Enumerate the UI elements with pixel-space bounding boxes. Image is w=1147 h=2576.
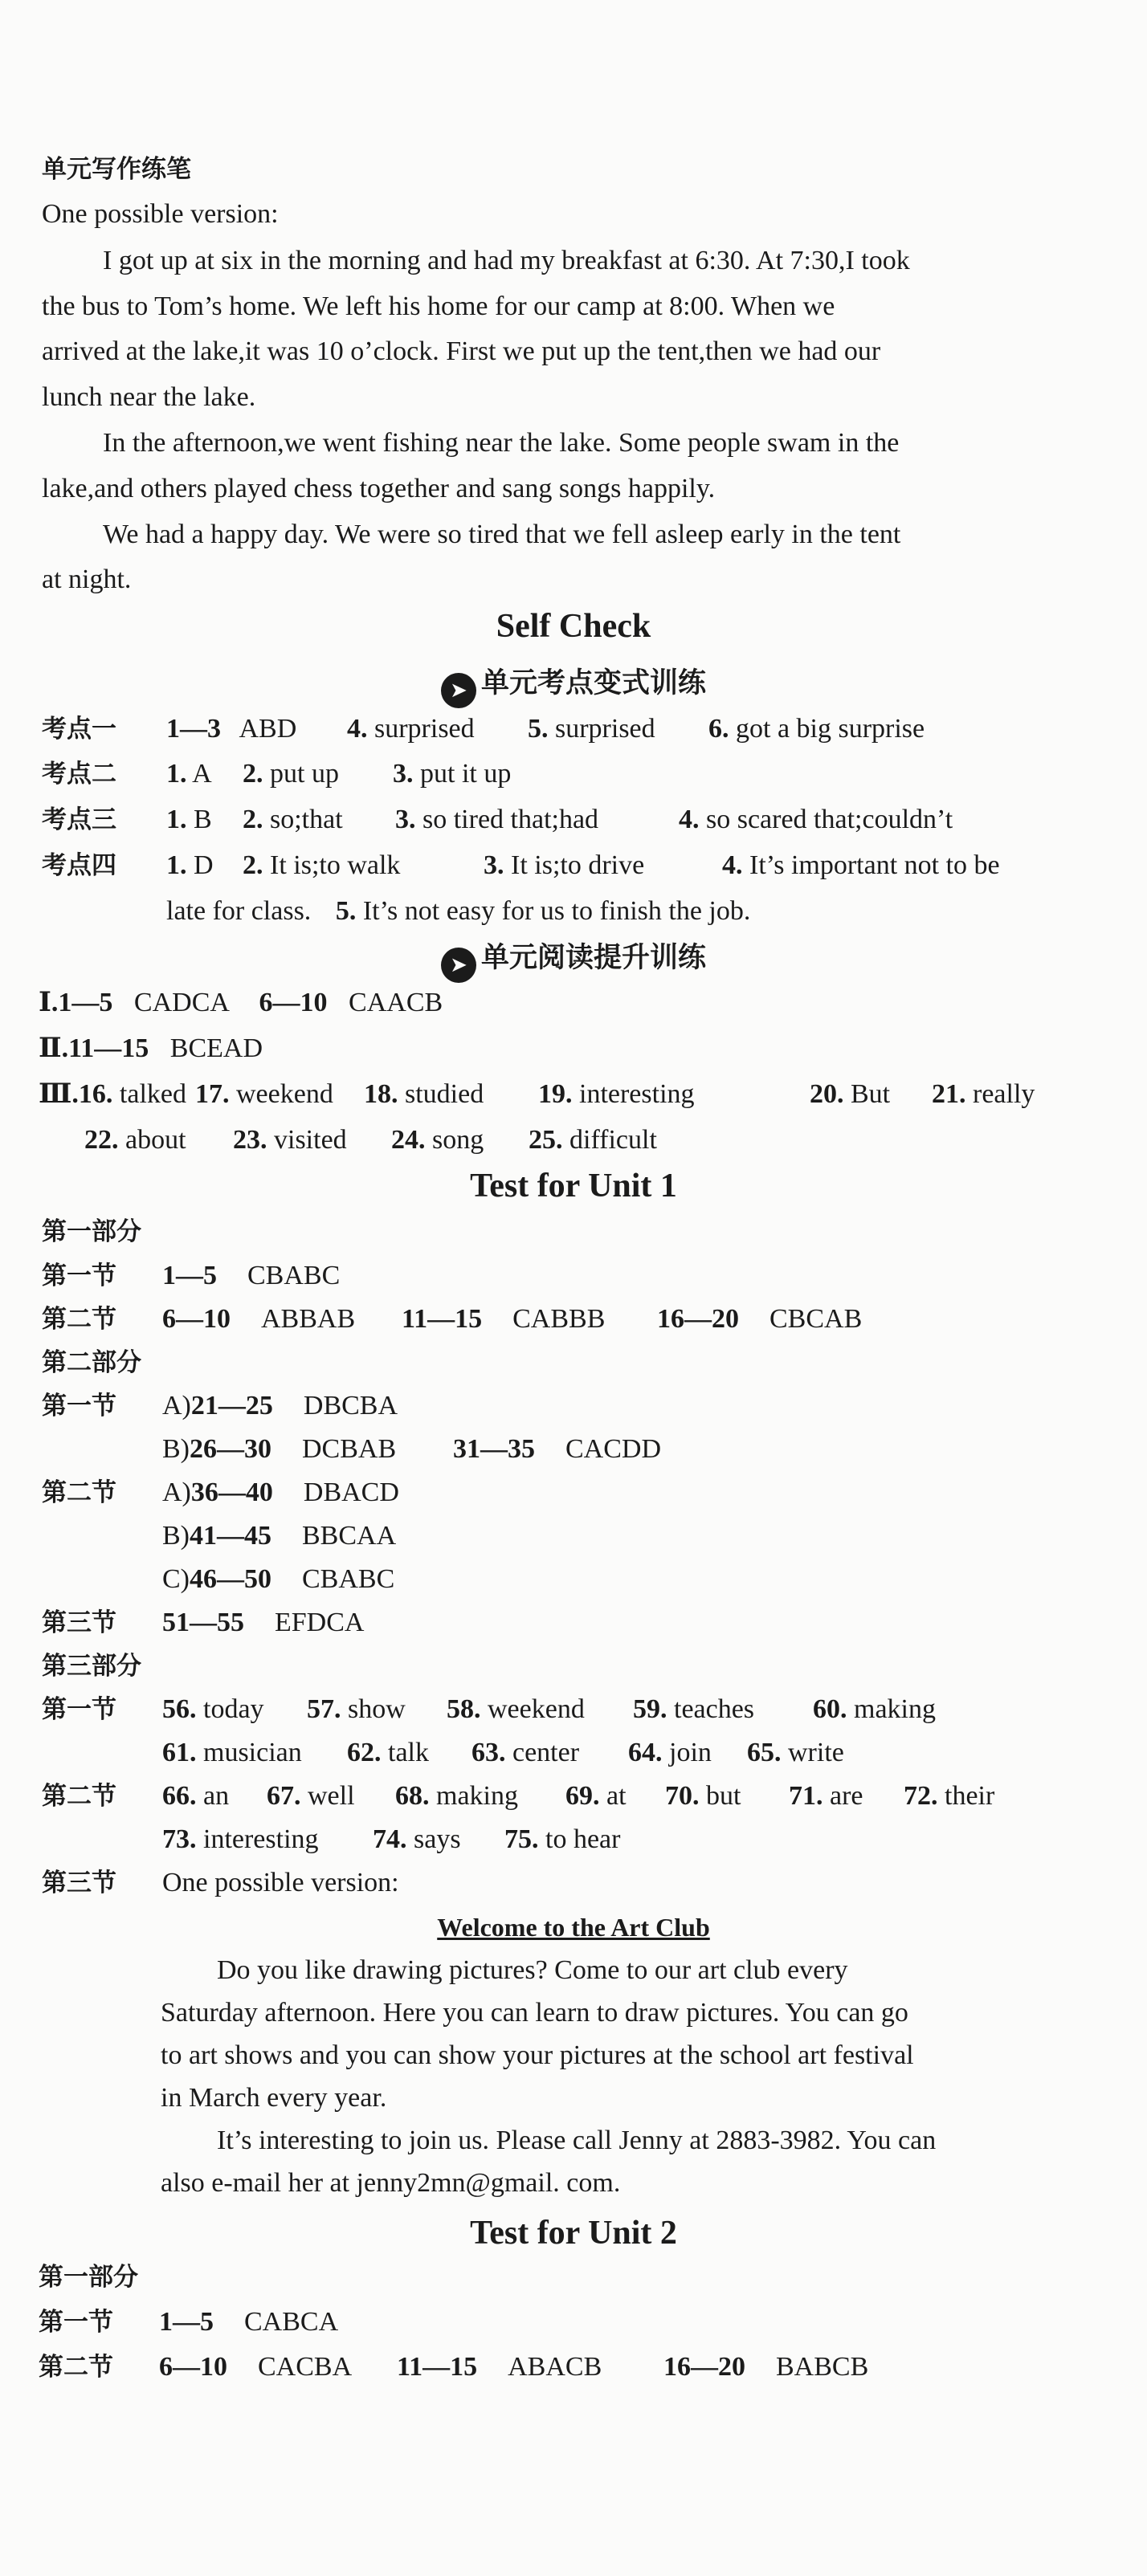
row-label: Ⅰ. (39, 988, 59, 1017)
item-answer: their (945, 1781, 995, 1811)
version-label: One possible version: (162, 1868, 399, 1897)
item-answer: visited (274, 1125, 347, 1155)
row-label: 第一节 (42, 1695, 116, 1724)
row-label: 第二节 (42, 1478, 116, 1507)
item-number: 23. (233, 1125, 267, 1155)
item-number: 18. (364, 1079, 398, 1109)
test-unit1-title: Test for Unit 1 (470, 1168, 677, 1204)
essay-title: Welcome to the Art Club (437, 1913, 710, 1942)
item-answer: late for class. (166, 896, 312, 926)
item-number: 72. (904, 1781, 938, 1811)
item-number: 61. (162, 1738, 197, 1767)
item-prefix: C) (162, 1564, 190, 1594)
item-answer: difficult (569, 1125, 657, 1155)
item-answer: are (830, 1781, 863, 1811)
item-answer: EFDCA (275, 1608, 365, 1637)
part-heading: 第一部分 (39, 2263, 138, 2292)
item-number: 74. (373, 1824, 407, 1854)
item-number: 2. (243, 759, 263, 789)
item-number: 1. (166, 850, 187, 880)
section-title-exam-points (0, 663, 1147, 708)
item-number: 56. (162, 1694, 197, 1724)
item-answer: CACDD (565, 1434, 662, 1464)
item-number: 16. (78, 1079, 113, 1109)
item-answer: DCBAB (302, 1434, 397, 1464)
row-label: 考点一 (42, 715, 116, 744)
item-answer: BABCB (776, 2352, 869, 2382)
exam-point-row (42, 713, 925, 745)
answer-row (42, 1477, 399, 1509)
item-number: 68. (395, 1781, 430, 1811)
item-answer: at (606, 1781, 627, 1811)
item-number: 5. (528, 714, 549, 744)
item-number: 3. (395, 805, 416, 834)
item-number: 59. (633, 1694, 667, 1724)
item-answer: CACBA (258, 2352, 353, 2382)
exam-point-row (42, 850, 1000, 882)
item-number: 4. (679, 805, 700, 834)
item-answer: weekend (236, 1079, 333, 1109)
item-answer: about (125, 1125, 186, 1155)
item-number: 21. (932, 1079, 966, 1109)
section-title-text: 单元阅读提升训练 (480, 942, 706, 974)
item-answer: says (414, 1824, 461, 1854)
item-number: 16—20 (663, 2352, 745, 2382)
item-number: 5. (335, 896, 357, 926)
item-number: 2. (243, 805, 263, 834)
item-answer: talked (119, 1079, 186, 1109)
arrow-right-icon: ➤ (441, 673, 476, 708)
item-number: 11—15 (402, 1304, 483, 1334)
item-answer: making (436, 1781, 518, 1811)
answer-row (42, 1780, 995, 1812)
test-unit2-title: Test for Unit 2 (470, 2215, 677, 2252)
item-number: 1. (166, 805, 187, 834)
item-number: 69. (565, 1781, 600, 1811)
item-prefix: B) (162, 1434, 190, 1464)
item-answer: CBABC (302, 1564, 395, 1594)
row-label: 第一节 (39, 2308, 113, 2337)
item-answer: so;that (270, 805, 343, 834)
essay-line: Do you like drawing pictures? Come to our art club every (217, 1955, 848, 1985)
writing-line: lunch near the lake. (42, 382, 256, 412)
item-answer: interesting (579, 1079, 695, 1109)
reading-row (39, 1033, 263, 1065)
item-number: 36—40 (190, 1478, 273, 1507)
answer-row (39, 2306, 339, 2338)
item-number: 57. (307, 1694, 341, 1724)
item-number: 66. (162, 1781, 197, 1811)
answer-row (42, 1867, 399, 1899)
writing-title: 单元写作练笔 (42, 155, 191, 184)
item-number: 6. (708, 714, 729, 744)
section-title-text: 单元考点变式训练 (480, 667, 706, 699)
item-number: 1—5 (162, 1261, 217, 1290)
item-number: 6—10 (159, 2352, 227, 2382)
item-number: 64. (628, 1738, 663, 1767)
item-number: 24. (391, 1125, 426, 1155)
writing-line: arrived at the lake,it was 10 o’clock. First we put up the tent,then we had our (42, 336, 881, 366)
item-answer: It is;to drive (511, 850, 645, 880)
item-number: 1—5 (159, 2307, 214, 2337)
item-number: 65. (747, 1738, 782, 1767)
item-answer: so scared that;couldn’t (706, 805, 953, 834)
item-answer: It’s important not to be (749, 850, 1000, 880)
row-label: 第二节 (42, 1782, 116, 1811)
writing-line: We had a happy day. We were so tired that we fell asleep early in the tent (103, 520, 901, 549)
item-answer: put up (270, 759, 339, 789)
exam-point-row (42, 804, 953, 836)
item-answer: got a big surprise (736, 714, 925, 744)
item-answer: But (851, 1079, 891, 1109)
item-number: 17. (195, 1079, 230, 1109)
item-number: 41—45 (190, 1521, 271, 1551)
item-answer: CBCAB (769, 1304, 863, 1334)
item-answer: well (308, 1781, 355, 1811)
item-number: 11—15 (68, 1033, 149, 1063)
item-answer: making (854, 1694, 936, 1724)
item-prefix: A) (162, 1391, 191, 1420)
item-answer: musician (203, 1738, 302, 1767)
item-number: 46—50 (190, 1564, 271, 1594)
item-answer: DBACD (303, 1478, 399, 1507)
row-label: 第二节 (42, 1305, 116, 1334)
row-label: 第三节 (42, 1869, 116, 1897)
answer-row (42, 1303, 863, 1335)
item-answer: join (669, 1738, 712, 1767)
row-label: 考点二 (42, 760, 116, 789)
item-number: 19. (538, 1079, 573, 1109)
item-number: 3. (484, 850, 504, 880)
item-answer: song (432, 1125, 484, 1155)
item-number: 4. (722, 850, 743, 880)
row-label: 考点四 (42, 851, 116, 880)
item-number: 25. (529, 1125, 563, 1155)
item-answer: BCEAD (169, 1033, 263, 1063)
item-number: 16—20 (657, 1304, 739, 1334)
item-answer: CABCA (244, 2307, 339, 2337)
item-answer: CABBB (512, 1304, 606, 1334)
item-number: 75. (504, 1824, 539, 1854)
item-number: 20. (810, 1079, 844, 1109)
item-number: 1. (166, 759, 187, 789)
item-number: 58. (447, 1694, 481, 1724)
item-prefix: B) (162, 1521, 190, 1551)
item-number: 2. (243, 850, 263, 880)
item-number: 60. (813, 1694, 847, 1724)
item-number: 26—30 (190, 1434, 271, 1464)
essay-line: also e-mail her at jenny2mn@gmail. com. (161, 2168, 621, 2198)
item-number: 6—10 (162, 1304, 231, 1334)
item-number: 67. (267, 1781, 301, 1811)
essay-line: It’s interesting to join us. Please call Jenny at 2883-3982. You can (217, 2126, 937, 2155)
item-answer: center (512, 1738, 580, 1767)
item-answer: B (194, 805, 212, 834)
item-answer: teaches (674, 1694, 755, 1724)
reading-row (39, 987, 443, 1019)
row-label: 第一节 (42, 1262, 116, 1290)
item-answer: talk (388, 1738, 429, 1767)
exam-point-row-continued (166, 895, 750, 927)
item-answer: CBABC (247, 1261, 341, 1290)
item-number: 70. (665, 1781, 700, 1811)
row-label: 考点三 (42, 805, 116, 834)
item-answer: CADCA (133, 988, 229, 1017)
item-answer: studied (405, 1079, 484, 1109)
item-answer: It’s not easy for us to finish the job. (362, 896, 751, 926)
writing-line: In the afternoon,we went fishing near the lake. Some people swam in the (103, 428, 900, 458)
answer-row (42, 1694, 936, 1726)
item-number: 31—35 (453, 1434, 535, 1464)
item-number: 51—55 (162, 1608, 244, 1637)
writing-version-label: One possible version: (42, 199, 279, 229)
arrow-right-icon: ➤ (441, 948, 476, 983)
item-answer: weekend (488, 1694, 585, 1724)
item-number: 71. (789, 1781, 823, 1811)
reading-row (39, 1078, 1035, 1111)
exam-point-row (42, 758, 512, 790)
item-answer: ABBAB (261, 1304, 356, 1334)
essay-line: Saturday afternoon. Here you can learn to draw pictures. You can go (161, 1998, 908, 2028)
writing-line: lake,and others played chess together and sang songs happily. (42, 474, 716, 503)
item-number: 3. (393, 759, 414, 789)
item-answer: so tired that;had (422, 805, 599, 834)
item-answer: interesting (203, 1824, 319, 1854)
item-number: 62. (347, 1738, 382, 1767)
item-number: 73. (162, 1824, 197, 1854)
essay-line: to art shows and you can show your pictures at the school art festival (161, 2040, 914, 2070)
row-label: 第三节 (42, 1608, 116, 1637)
item-answer: surprised (555, 714, 655, 744)
row-label: Ⅱ. (39, 1033, 69, 1063)
writing-line: at night. (42, 565, 132, 594)
row-label: 第二节 (39, 2353, 113, 2382)
item-number: 22. (84, 1125, 119, 1155)
item-answer: It is;to walk (270, 850, 401, 880)
item-number: 11—15 (397, 2352, 478, 2382)
item-answer: put it up (420, 759, 512, 789)
item-answer: to hear (545, 1824, 621, 1854)
answer-row (39, 2351, 869, 2383)
item-answer: DBCBA (303, 1391, 398, 1420)
row-label: 第一节 (42, 1392, 116, 1420)
item-answer: but (706, 1781, 741, 1811)
item-answer: A (192, 759, 212, 789)
item-number: 1—3 (166, 714, 221, 744)
reading-row-continued (84, 1124, 657, 1156)
row-label: Ⅲ. (39, 1079, 79, 1109)
item-answer: D (194, 850, 214, 880)
item-answer: really (973, 1079, 1035, 1109)
item-number: 21—25 (190, 1391, 273, 1420)
self-check-title: Self Check (496, 608, 651, 645)
item-answer: BBCAA (302, 1521, 397, 1551)
item-number: 63. (471, 1738, 506, 1767)
writing-line: I got up at six in the morning and had my breakfast at 6:30. At 7:30,I took (103, 246, 910, 275)
item-number: 6—10 (259, 988, 328, 1017)
item-answer: CAACB (349, 988, 443, 1017)
part-heading: 第一部分 (42, 1217, 141, 1246)
item-answer: an (203, 1781, 230, 1811)
writing-line: the bus to Tom’s home. We left his home for our camp at 8:00. When we (42, 291, 835, 321)
item-answer: ABACB (508, 2352, 602, 2382)
section-title-reading (0, 938, 1147, 983)
item-number: 4. (347, 714, 368, 744)
item-prefix: A) (162, 1478, 191, 1507)
essay-line: in March every year. (161, 2083, 387, 2113)
item-answer: today (203, 1694, 264, 1724)
item-answer: ABD (239, 714, 297, 744)
part-heading: 第二部分 (42, 1348, 141, 1377)
item-answer: surprised (374, 714, 475, 744)
item-number: 1—5 (58, 988, 113, 1017)
part-heading: 第三部分 (42, 1652, 141, 1681)
answer-row (42, 1260, 341, 1292)
answer-row (42, 1607, 365, 1639)
answer-row (42, 1390, 398, 1422)
item-answer: show (348, 1694, 406, 1724)
item-answer: write (788, 1738, 844, 1767)
